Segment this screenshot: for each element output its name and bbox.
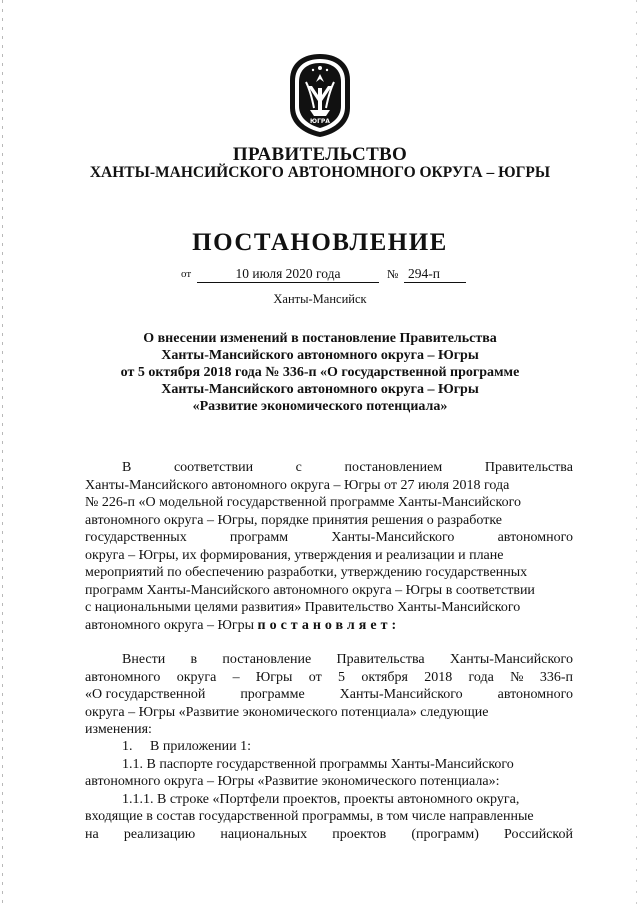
preamble-line: округа – Югры, их формирования, утверждения и реализации и плане [85,547,504,563]
item-1-1-line: автономного округа – Югры «Развитие экономического потенциала»: [85,774,500,789]
preamble-word: автономного [497,530,573,545]
amendment-word: октября [361,669,408,685]
item-word: национальных [220,826,308,842]
amendment-word: года [468,669,494,685]
preamble-last-line [85,617,573,635]
amendment-word: Ханты-Мансийского [449,652,573,667]
city: Ханты-Мансийск [273,292,367,306]
resolves-word: постановляет: [257,617,401,633]
amendment-word: 5 [338,669,346,685]
amendment-word: округа [176,669,217,685]
preamble-word: постановлением [344,460,443,475]
preamble-line: программ Ханты-Мансийского автономного округа – Югры в соответствии [85,582,535,598]
amendment-word: Внести [122,652,166,667]
amendment-word: Югры [255,669,293,685]
document-date: 10 июля 2020 года [197,266,379,283]
amendment-word: автономного [85,669,161,685]
heading-line: Ханты-Мансийского автономного округа – Югры [161,348,479,363]
heading-line: О внесении изменений в постановление Правительства [143,331,497,346]
amendment-paragraph [85,651,573,739]
coat-of-arms-icon [286,52,354,138]
heading-line: «Развитие экономического потенциала» [192,399,448,414]
organization-full-name: ХАНТЫ-МАНСИЙСКОГО АВТОНОМНОГО ОКРУГА – ЮГРЫ [89,164,551,181]
item-word: реализацию [123,826,196,842]
preamble-line: автономного округа – Югры, порядке принятия решения о разработке [85,512,502,528]
item-1: 1. В приложении 1: [122,739,252,754]
preamble-line: № 226-п «О модельной государственной программе Ханты-Мансийского [85,495,521,510]
amendment-first-line [85,651,573,669]
item-1-1-1-line: входящие в состав государственной программы, в том числе направленные [85,809,534,824]
heading-line: Ханты-Мансийского автономного округа – Югры [161,382,479,397]
amendment-word: «О государственной [85,687,206,702]
number-prefix: № [387,267,399,281]
preamble-last-prefix: автономного округа – Югры [85,617,254,633]
amendment-line: округа – Югры «Развитие экономического потенциала» следующие [85,704,489,720]
scan-edge-right [636,0,637,905]
item-1-1-line: 1.1. В паспорте государственной программы Ханты-Мансийского [122,756,514,772]
scan-edge-left [2,0,3,905]
items-block [85,738,573,843]
organization-title: ПРАВИТЕЛЬСТВО [232,144,408,165]
amendment-word: постановление [222,652,312,667]
item-word: на [85,826,99,842]
amendment-line [85,669,573,687]
amendment-word: – [232,669,240,685]
item-word: Российской [504,826,573,842]
preamble-line: с национальными целями развития» Правительство Ханты-Мансийского [85,600,521,615]
preamble-word: с [295,460,302,475]
item-1-1-1-line: 1.1.1. В строке «Портфели проектов, проекты автономного округа, [122,791,520,807]
amendment-word: Ханты-Мансийского [339,687,463,702]
preamble-line: Ханты-Мансийского автономного округа – Югры от 27 июля 2018 года [85,477,510,493]
preamble-word: государственных [85,530,187,545]
item-1-1-1-line [85,826,573,844]
item-word: проектов [332,826,387,842]
document-number: 294-п [404,266,466,283]
amendment-word: № [510,669,524,685]
amendment-word: от [308,669,322,685]
amendment-word: 2018 [424,669,453,685]
amendment-line [85,686,573,704]
preamble-word: Правительства [484,460,573,475]
date-prefix: от [181,268,192,280]
heading-line: от 5 октября 2018 года № 336-п «О государственной программе [120,365,520,380]
amendment-line: изменения: [85,722,152,737]
document-heading [100,330,540,415]
item-word: (программ) [411,826,479,842]
preamble-paragraph [85,459,573,634]
preamble-line: мероприятий по обеспечению разработки, утверждению государственных [85,565,528,580]
preamble-word: Ханты-Мансийского [331,530,455,545]
amendment-word: 336-п [539,669,573,685]
amendment-word: автономного [497,687,573,702]
emblem-label: ЮГРА [310,118,330,125]
preamble-word: В [122,460,132,475]
preamble-first-line [85,459,573,477]
preamble-line [85,529,573,547]
amendment-word: в [190,652,198,667]
preamble-word: соответствии [173,460,254,475]
preamble-word: программ [229,530,289,545]
amendment-word: Правительства [336,652,425,667]
amendment-word: программе [240,687,305,702]
document-type: ПОСТАНОВЛЕНИЕ [192,229,448,256]
